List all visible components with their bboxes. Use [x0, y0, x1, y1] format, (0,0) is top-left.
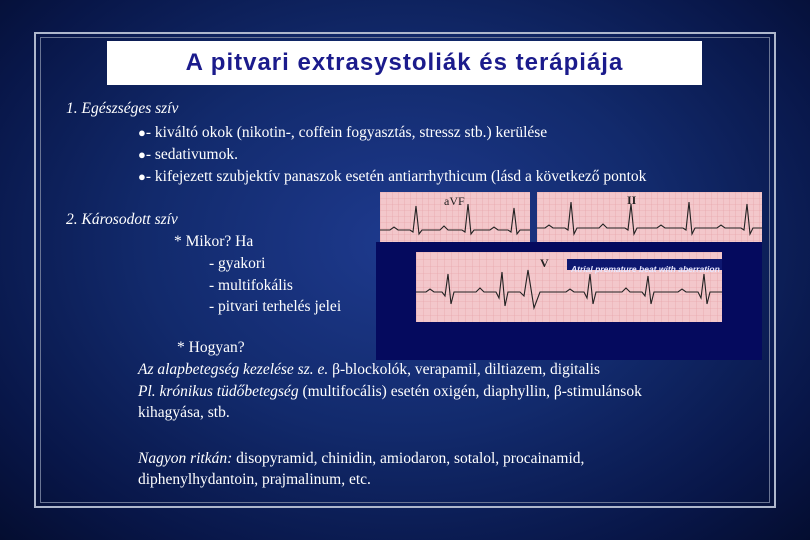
bullet-icon: ● — [138, 125, 146, 140]
copd-rest: (multifocális) esetén oxigén, diaphyllin, — [302, 383, 550, 400]
ecg-strip-ii — [537, 192, 762, 242]
beta-symbol: β — [553, 383, 562, 400]
bullet-icon: ● — [138, 169, 146, 184]
rare-line-2: diphenylhydantoin, prajmalinum, etc. — [138, 471, 371, 488]
when-line — [174, 233, 253, 251]
when-item-2: - multifokális — [209, 277, 293, 294]
when-item-1: - gyakori — [209, 255, 266, 272]
rare-italic: Nagyon ritkán: — [138, 450, 233, 467]
section1-heading: 1. Egészséges szív — [66, 100, 179, 117]
ecg-caption: Atrial premature beat with aberration — [571, 264, 720, 274]
copd-italic: Pl. krónikus tüdőbetegség — [138, 383, 299, 400]
ecg-strip-avf — [380, 192, 530, 242]
how-label: * Hogyan? — [177, 339, 245, 356]
basic-treatment-line — [138, 361, 600, 379]
section1-item-text: - kiváltó okok (nikotin-, coffein fogyasztás, stressz stb.) kerülése — [145, 124, 548, 141]
ecg-lead-label-ii: II — [627, 193, 637, 207]
copd-rest2: -stimulánsok — [561, 383, 642, 400]
ecg-lead-label-avf: aVF — [444, 194, 465, 208]
section1-item-text: - sedativumok. — [145, 146, 238, 163]
copd-line-2: kihagyása, stb. — [138, 404, 230, 421]
section1-item-1 — [138, 124, 547, 142]
copd-line — [138, 383, 642, 401]
bullet-icon: ● — [138, 147, 146, 162]
section1-item-3 — [138, 168, 646, 186]
when-item-3: - pitvari terhelés jelei — [209, 298, 342, 315]
ecg-lead-label-v: V — [540, 256, 549, 270]
asterisk-icon: * — [174, 233, 182, 250]
beta-symbol: β — [332, 361, 341, 378]
rare-rest: disopyramid, chinidin, amiodaron, sotalol, procainamid, — [236, 450, 585, 467]
section2-heading: 2. Károsodott szív — [66, 211, 178, 228]
rare-line — [138, 450, 584, 468]
basic-treatment-rest: -blockolók, verapamil, diltiazem, digitalis — [340, 361, 601, 378]
basic-treatment-italic: Az alapbetegség kezelése sz. e. — [138, 361, 329, 378]
title-box — [107, 41, 702, 85]
slide-title: A pitvari extrasystoliák és terápiája — [185, 49, 624, 76]
ecg-caption-box — [567, 259, 722, 274]
section1-item-text: - kifejezett szubjektív panaszok esetén antiarrhythicum (lásd a következő pontok — [145, 168, 647, 185]
section1-item-2 — [138, 146, 238, 164]
ecg-trace-ii — [537, 192, 762, 242]
when-label: Mikor? Ha — [185, 233, 254, 250]
